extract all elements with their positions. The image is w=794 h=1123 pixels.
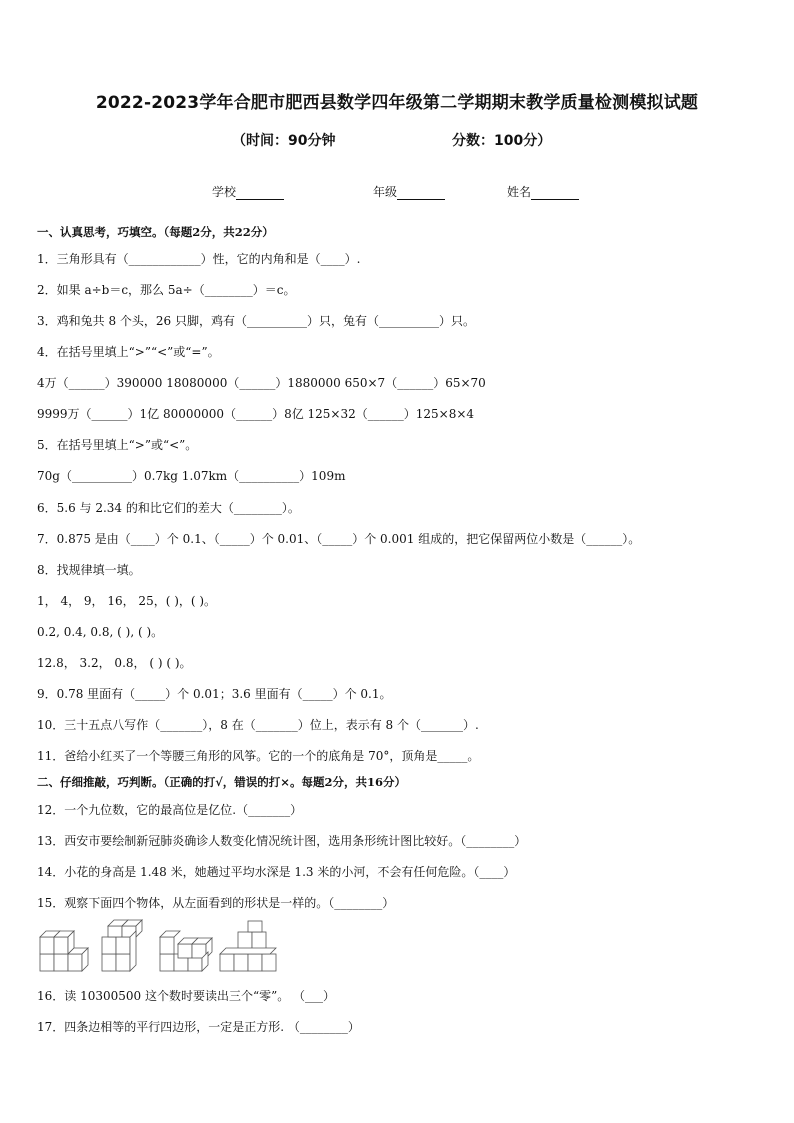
question-6: 6．5.6 与 2.34 的和比它们的差大（________）。 bbox=[37, 501, 300, 515]
cube-figure-2 bbox=[102, 920, 142, 971]
question-2: 2．如果 a÷b＝c，那么 5a÷（________）＝c。 bbox=[37, 283, 296, 297]
question-12: 12．一个九位数，它的最高位是亿位.（_______） bbox=[37, 803, 303, 817]
school-field[interactable] bbox=[212, 183, 284, 200]
cube-figure-3 bbox=[160, 931, 212, 971]
question-4-row-1: 4万（______）390000 18080000（______）1880000 650×7（______）65×70 bbox=[37, 376, 486, 390]
question-8-row-1: 1， 4， 9， 16， 25，( )，( )。 bbox=[37, 594, 217, 608]
question-14: 14．小花的身高是 1.48 米，她趟过平均水深是 1.3 米的小河，不会有任何危险。（____） bbox=[37, 865, 516, 879]
question-16: 16．读 10300500 这个数时要读出三个“零”。 （___） bbox=[37, 989, 336, 1003]
question-10: 10．三十五点八写作（_______），8 在（_______）位上，表示有 8 个（_______）. bbox=[37, 718, 479, 732]
name-label: 姓名 bbox=[507, 185, 532, 199]
time-label: （时间：90分钟 bbox=[232, 133, 336, 149]
grade-label: 年级 bbox=[373, 185, 398, 199]
question-5-row: 70g（__________）0.7kg 1.07km（__________）109m bbox=[37, 469, 346, 483]
question-4: 4．在括号里填上“>”“<”或“=”。 bbox=[37, 345, 220, 359]
question-8-row-2: 0.2, 0.4, 0.8, ( ), ( )。 bbox=[37, 625, 164, 639]
question-1: 1．三角形具有（____________）性，它的内角和是（____）. bbox=[37, 252, 361, 266]
question-5: 5．在括号里填上“>”或“<”。 bbox=[37, 438, 198, 452]
question-3: 3．鸡和兔共 8 个头，26 只脚，鸡有（__________）只，兔有（__________）只。 bbox=[37, 314, 475, 328]
question-7: 7．0.875 是由（____）个 0.1、（_____）个 0.01、（_____）个 0.001 组成的，把它保留两位小数是（______）。 bbox=[37, 532, 641, 546]
cube-figures bbox=[38, 918, 278, 974]
name-field[interactable] bbox=[507, 183, 579, 200]
name-blank[interactable] bbox=[531, 187, 579, 200]
cube-figure-1 bbox=[40, 931, 88, 971]
section-1-heading: 一、认真思考，巧填空。（每题2分，共22分） bbox=[37, 225, 274, 239]
school-blank[interactable] bbox=[236, 187, 284, 200]
question-13: 13．西安市要绘制新冠肺炎确诊人数变化情况统计图，选用条形统计图比较好。（________） bbox=[37, 834, 527, 848]
question-15: 15．观察下面四个物体，从左面看到的形状是一样的。（________） bbox=[37, 896, 395, 910]
question-11: 11．爸给小红买了一个等腰三角形的风筝。它的一个的底角是 70°，顶角是_____。 bbox=[37, 749, 480, 763]
question-8-row-3: 12.8， 3.2， 0.8， ( ) ( )。 bbox=[37, 656, 192, 670]
score-label: 分数：100分） bbox=[452, 133, 552, 149]
question-9: 9．0.78 里面有（_____）个 0.01；3.6 里面有（_____）个 0.1。 bbox=[37, 687, 392, 701]
question-17: 17．四条边相等的平行四边形，一定是正方形. （________） bbox=[37, 1020, 360, 1034]
question-4-row-2: 9999万（______）1亿 80000000（______）8亿 125×32（______）125×8×4 bbox=[37, 407, 475, 421]
grade-blank[interactable] bbox=[397, 187, 445, 200]
question-8: 8．找规律填一填。 bbox=[37, 563, 141, 577]
school-label: 学校 bbox=[212, 185, 237, 199]
section-2-heading: 二、仔细推敲，巧判断。（正确的打√，错误的打×。每题2分，共16分） bbox=[37, 775, 406, 789]
cube-figure-4 bbox=[220, 921, 276, 971]
grade-field[interactable] bbox=[373, 183, 445, 200]
page-title: 2022-2023学年合肥市肥西县数学四年级第二学期期末教学质量检测模拟试题 bbox=[95, 93, 699, 113]
